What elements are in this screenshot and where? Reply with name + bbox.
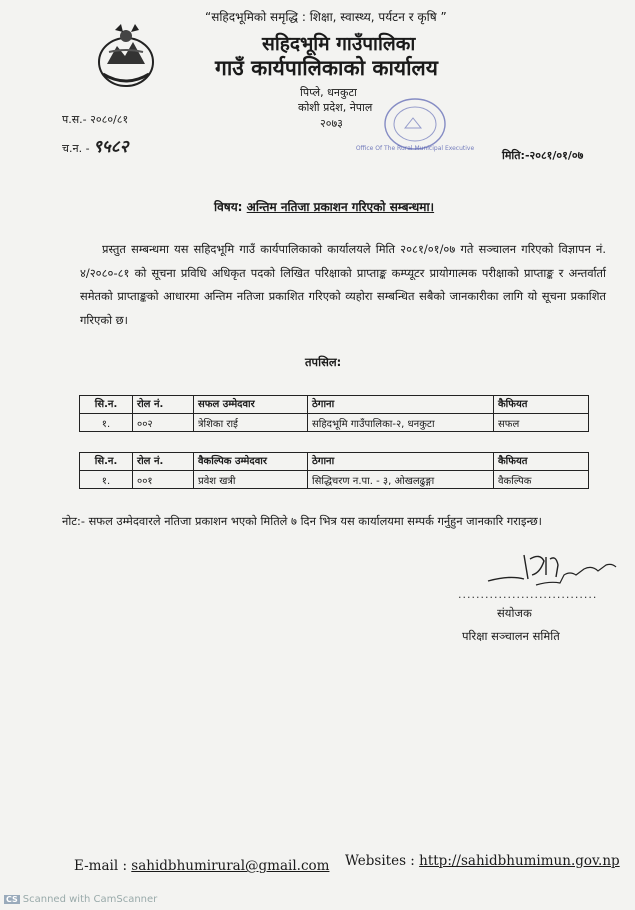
col-roll: रोल नं. [133, 453, 194, 471]
cell-roll: ००२ [133, 414, 194, 432]
dispatch-number-value: ९५८२ [93, 137, 129, 157]
subject-label: विषय: [214, 200, 243, 214]
cell-roll: ००१ [133, 471, 194, 489]
col-address: ठेगाना [308, 453, 494, 471]
cell-remarks: सफल [494, 414, 589, 432]
address-line-2: कोशी प्रदेश, नेपाल [298, 101, 373, 114]
scanner-watermark [4, 894, 157, 905]
table-row [80, 471, 589, 489]
letter-number [62, 112, 128, 127]
signatory-role: संयोजक [497, 606, 532, 620]
address-line-1: पिप्ले, धनकुटा [300, 86, 357, 99]
website-label: Websites : [345, 853, 415, 869]
col-roll: रोल नं. [133, 396, 194, 414]
website-link[interactable]: http://sahidbhumimun.gov.np [419, 853, 620, 869]
col-address: ठेगाना [308, 396, 494, 414]
cell-serial: १. [80, 414, 133, 432]
footer-website [345, 853, 620, 869]
table-header-row [80, 396, 589, 414]
table-row [80, 414, 589, 432]
letter-number-label: प.स.- [62, 113, 87, 126]
slogan: “सहिदभूमिको समृद्धि : शिक्षा, स्वास्थ्य, पर्यटन र कृषि ” [205, 10, 447, 24]
cell-address: सहिदभूमि गाउँपालिका-२, धनकुटा [308, 414, 494, 432]
col-remarks: कैफियत [494, 396, 589, 414]
cell-remarks: वैकल्पिक [494, 471, 589, 489]
details-heading: तपसिल: [305, 355, 342, 369]
email-link[interactable]: sahidbhumirural@gmail.com [131, 858, 330, 874]
scanner-watermark-text: Scanned with CamScanner [22, 894, 158, 905]
date-value: २०८१/०१/०७ [529, 149, 584, 162]
letter-number-value: २०८०/८१ [90, 113, 129, 126]
body-paragraph [80, 238, 606, 332]
table-header-row [80, 453, 589, 471]
col-candidate: वैकल्पिक उम्मेदवार [194, 453, 308, 471]
subject-text: अन्तिम नतिजा प्रकाशन गरिएको सम्बन्धमा। [246, 200, 435, 214]
date-label: मिति:- [502, 149, 530, 162]
subject-line [214, 198, 434, 215]
dispatch-number [62, 134, 128, 157]
body-paragraph-text: प्रस्तुत सम्बन्धमा यस सहिदभूमि गाउँ कार्यपालिकाको कार्यालयले मिति २०८१/०१/०७ गते सञ्चालन गरिएको विज्ञापन नं. ४/२०८०-८१ को सूचना प्रविधि अधिकृत पदको लिखित परिक्षाको प्राप्ताङ्क कम्प्यूटर प्रायोगात्मक परीक्षाको प्राप्ताङ्क र अन्तर्वार्ता समेतको प्राप्ताङ्कको आधारमा अन्तिम नतिजा प्रकाशित गरिएको व्यहोरा सम्बन्धित सबैको जानकारीका लागि यो सूचना प्रकाशित गरिएको छ। [80, 242, 606, 327]
cell-candidate: त्रेशिका राई [194, 414, 308, 432]
col-remarks: कैफियत [494, 453, 589, 471]
office-stamp-icon [355, 92, 487, 152]
alternate-candidate-table [79, 452, 589, 489]
note-text: नोट:- सफल उम्मेदवारले नतिजा प्रकाशन भएको मितिले ७ दिन भित्र यस कार्यालयमा सम्पर्क गर्नुहुन जानकारि गराइन्छ। [62, 514, 543, 528]
camscanner-logo-icon: CS [6, 895, 18, 904]
committee-name: परिक्षा सञ्चालन समिति [462, 629, 560, 643]
cell-candidate: प्रवेश खत्री [194, 471, 308, 489]
cell-address: सिद्धिचरण न.पा. - ३, ओखलढुङ्गा [308, 471, 494, 489]
office-title: गाउँ कार्यपालिकाको कार्यालय [215, 56, 438, 80]
municipality-title: सहिदभूमि गाउँपालिका [262, 33, 416, 55]
dispatch-number-label: च.न. - [62, 142, 90, 155]
nepal-emblem-icon [95, 22, 157, 90]
email-label: E-mail : [74, 858, 127, 874]
col-serial: सि.न. [80, 453, 133, 471]
signature-line: ............................... [458, 588, 598, 601]
col-serial: सि.न. [80, 396, 133, 414]
col-candidate: सफल उम्मेदवार [194, 396, 308, 414]
svg-text:Office Of The Rural Municipal: Office Of The Rural Municipal Executive [355, 145, 475, 152]
letter-date [502, 148, 583, 163]
cell-serial: १. [80, 471, 133, 489]
successful-candidate-table [79, 395, 589, 432]
footer-email [74, 858, 329, 874]
address-line-3: २०७३ [320, 117, 343, 130]
